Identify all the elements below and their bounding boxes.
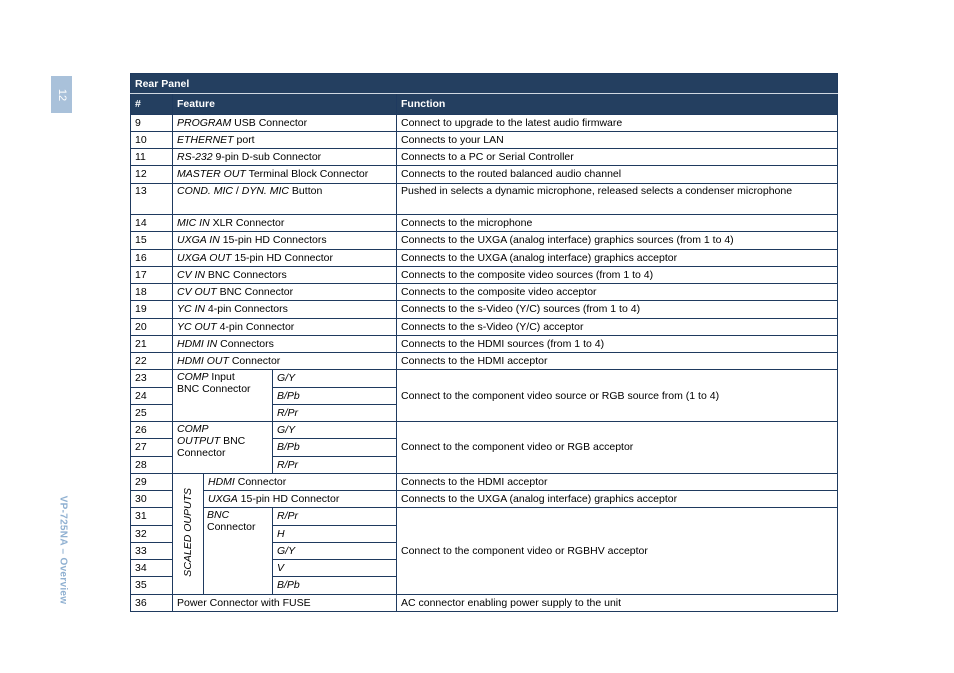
feature-italic: COND. MIC xyxy=(177,184,233,197)
table-row xyxy=(131,594,838,611)
feature-text: 15-pin HD Connectors xyxy=(219,234,327,247)
feature-text: Connector xyxy=(234,475,287,488)
row-function: Connects to the HDMI sources (from 1 to 4) xyxy=(397,335,838,352)
scaled-outputs-label: SCALED OUPUTS xyxy=(182,487,194,577)
feature-text: Input xyxy=(208,371,235,384)
header-num: # xyxy=(131,94,173,114)
feature-separator: / xyxy=(233,184,242,197)
row-function: Connects to the routed balanced audio channel xyxy=(397,166,838,183)
row-number: 13 xyxy=(131,183,173,214)
signal-cell: V xyxy=(273,560,397,577)
row-feature xyxy=(173,131,397,148)
row-number: 11 xyxy=(131,149,173,166)
row-function: Connects to the HDMI acceptor xyxy=(397,473,838,490)
row-feature xyxy=(173,335,397,352)
row-number: 27 xyxy=(131,439,173,456)
row-number: 17 xyxy=(131,266,173,283)
rear-panel-table xyxy=(130,73,838,612)
row-number: 34 xyxy=(131,560,173,577)
row-number: 12 xyxy=(131,166,173,183)
row-number: 33 xyxy=(131,542,173,559)
table-row xyxy=(131,149,838,166)
feature-text: Connector xyxy=(228,355,281,368)
row-number: 25 xyxy=(131,404,173,421)
feature-text: BNC Connector xyxy=(177,383,251,396)
table-row xyxy=(131,491,838,508)
rows-group-b xyxy=(131,215,838,370)
feature-italic: MASTER OUT xyxy=(177,168,246,181)
row-number: 35 xyxy=(131,577,173,594)
signal-cell: R/Pr xyxy=(273,508,397,525)
row-feature xyxy=(173,232,397,249)
feature-italic: CV OUT xyxy=(177,286,217,299)
feature-italic: COMP xyxy=(177,423,209,436)
row-number: 19 xyxy=(131,301,173,318)
rows-group-a xyxy=(131,114,838,183)
feature-text: port xyxy=(233,133,255,146)
table-row xyxy=(131,232,838,249)
feature-text: BNC Connectors xyxy=(205,268,287,281)
row-feature xyxy=(173,284,397,301)
table-row xyxy=(131,508,838,525)
table-row xyxy=(131,284,838,301)
row-function: Connects to the composite video sources (from 1 to 4) xyxy=(397,266,838,283)
feature-text: 9-pin D-sub Connector xyxy=(212,151,322,164)
feature-italic: UXGA OUT xyxy=(177,251,232,264)
signal-cell: G/Y xyxy=(273,542,397,559)
signal-cell: R/Pr xyxy=(273,404,397,421)
table-row xyxy=(131,249,838,266)
table-title: Rear Panel xyxy=(131,74,838,94)
row-number: 22 xyxy=(131,353,173,370)
row-feature: Power Connector with FUSE xyxy=(173,594,397,611)
feature-text: USB Connector xyxy=(231,116,308,129)
comp-output-feature xyxy=(173,422,273,474)
header-function: Function xyxy=(397,94,838,114)
signal-cell: G/Y xyxy=(273,422,397,439)
row-function: Connects to the UXGA (analog interface) graphics acceptor xyxy=(397,249,838,266)
row-number: 23 xyxy=(131,370,173,387)
row-feature xyxy=(204,491,397,508)
signal-cell: B/Pb xyxy=(273,387,397,404)
table-row xyxy=(131,422,838,439)
row-feature xyxy=(173,149,397,166)
table-row xyxy=(131,301,838,318)
feature-text: BNC Connector xyxy=(216,286,294,299)
row-feature xyxy=(204,473,397,490)
row-function: Connects to the composite video acceptor xyxy=(397,284,838,301)
table-row xyxy=(131,166,838,183)
feature-italic: ETHERNET xyxy=(177,133,234,146)
feature-text: Connector xyxy=(177,447,226,460)
feature-italic: UXGA xyxy=(208,493,238,506)
row-feature xyxy=(173,114,397,131)
row-function: Connects to a PC or Serial Controller xyxy=(397,149,838,166)
row-number: 32 xyxy=(131,525,173,542)
feature-italic: COMP xyxy=(177,371,209,384)
feature-text: Connector xyxy=(207,521,256,534)
feature-italic: YC IN xyxy=(177,303,206,316)
table-row xyxy=(131,473,838,490)
feature-italic: RS-232 xyxy=(177,151,213,164)
row-number: 24 xyxy=(131,387,173,404)
comp-input-function: Connect to the component video source or RGB source from (1 to 4) xyxy=(397,370,838,422)
row-function: Connects to the HDMI acceptor xyxy=(397,353,838,370)
table-row xyxy=(131,318,838,335)
row-feature xyxy=(173,353,397,370)
scaled-outputs-label-cell xyxy=(173,473,204,594)
feature-italic: MIC IN xyxy=(177,217,210,230)
row-function: Pushed in selects a dynamic microphone, released selects a condenser microphone xyxy=(397,183,838,214)
feature-text: 4-pin Connector xyxy=(216,320,295,333)
row-feature xyxy=(173,301,397,318)
row-number: 30 xyxy=(131,491,173,508)
row-number: 31 xyxy=(131,508,173,525)
feature-italic: UXGA IN xyxy=(177,234,220,247)
feature-text: XLR Connector xyxy=(209,217,285,230)
row-number: 18 xyxy=(131,284,173,301)
row-number: 28 xyxy=(131,456,173,473)
row-function: Connects to the s-Video (Y/C) sources (from 1 to 4) xyxy=(397,301,838,318)
row-number: 16 xyxy=(131,249,173,266)
scaled-bnc-feature xyxy=(204,508,273,594)
row-function: Connects to the microphone xyxy=(397,215,838,232)
row-number: 36 xyxy=(131,594,173,611)
feature-italic: HDMI IN xyxy=(177,337,218,350)
signal-cell: H xyxy=(273,525,397,542)
row-function: Connects to the UXGA (analog interface) graphics sources (from 1 to 4) xyxy=(397,232,838,249)
side-caption: VP-725NA – Overview xyxy=(57,495,69,605)
row-number: 21 xyxy=(131,335,173,352)
feature-text: 15-pin HD Connector xyxy=(231,251,334,264)
feature-text: Connectors xyxy=(217,337,274,350)
row-feature xyxy=(173,166,397,183)
signal-cell: R/Pr xyxy=(273,456,397,473)
scaled-bnc-function: Connect to the component video or RGBHV acceptor xyxy=(397,508,838,594)
row-feature xyxy=(173,249,397,266)
feature-italic: HDMI OUT xyxy=(177,355,229,368)
feature-italic: PROGRAM xyxy=(177,116,232,129)
table-row xyxy=(131,266,838,283)
row-function: Connect to upgrade to the latest audio firmware xyxy=(397,114,838,131)
feature-italic: BNC xyxy=(207,509,230,522)
row-number: 29 xyxy=(131,473,173,490)
row-number: 15 xyxy=(131,232,173,249)
row-number: 9 xyxy=(131,114,173,131)
table-row xyxy=(131,353,838,370)
signal-cell: B/Pb xyxy=(273,439,397,456)
header-feature: Feature xyxy=(173,94,397,114)
feature-italic: OUTPUT xyxy=(177,435,221,448)
page-number-tab xyxy=(51,76,72,113)
page-number: 12 xyxy=(55,88,68,101)
comp-output-function: Connect to the component video or RGB acceptor xyxy=(397,422,838,474)
row-feature xyxy=(173,266,397,283)
table-row xyxy=(131,183,838,214)
signal-cell: B/Pb xyxy=(273,577,397,594)
table-row xyxy=(131,114,838,131)
row-function: Connects to the UXGA (analog interface) graphics acceptor xyxy=(397,491,838,508)
feature-text: 15-pin HD Connector xyxy=(237,493,340,506)
row-feature xyxy=(173,318,397,335)
feature-text: BNC xyxy=(220,435,246,448)
comp-input-feature xyxy=(173,370,273,422)
feature-text: Button xyxy=(289,184,323,197)
feature-italic: HDMI xyxy=(208,475,235,488)
feature-italic: CV IN xyxy=(177,268,206,281)
row-number: 20 xyxy=(131,318,173,335)
row-feature xyxy=(173,183,397,214)
feature-text: Terminal Block Connector xyxy=(245,168,369,181)
feature-italic: DYN. MIC xyxy=(241,184,290,197)
table-row xyxy=(131,131,838,148)
table-row xyxy=(131,335,838,352)
row-feature xyxy=(173,215,397,232)
feature-text: 4-pin Connectors xyxy=(205,303,288,316)
row-number: 14 xyxy=(131,215,173,232)
table-row xyxy=(131,215,838,232)
table-header-row xyxy=(131,94,838,114)
row-function: AC connector enabling power supply to the unit xyxy=(397,594,838,611)
signal-cell: G/Y xyxy=(273,370,397,387)
feature-italic: YC OUT xyxy=(177,320,217,333)
row-number: 10 xyxy=(131,131,173,148)
table-title-row xyxy=(131,74,838,94)
row-function: Connects to the s-Video (Y/C) acceptor xyxy=(397,318,838,335)
row-function: Connects to your LAN xyxy=(397,131,838,148)
table-row xyxy=(131,370,838,387)
row-number: 26 xyxy=(131,422,173,439)
